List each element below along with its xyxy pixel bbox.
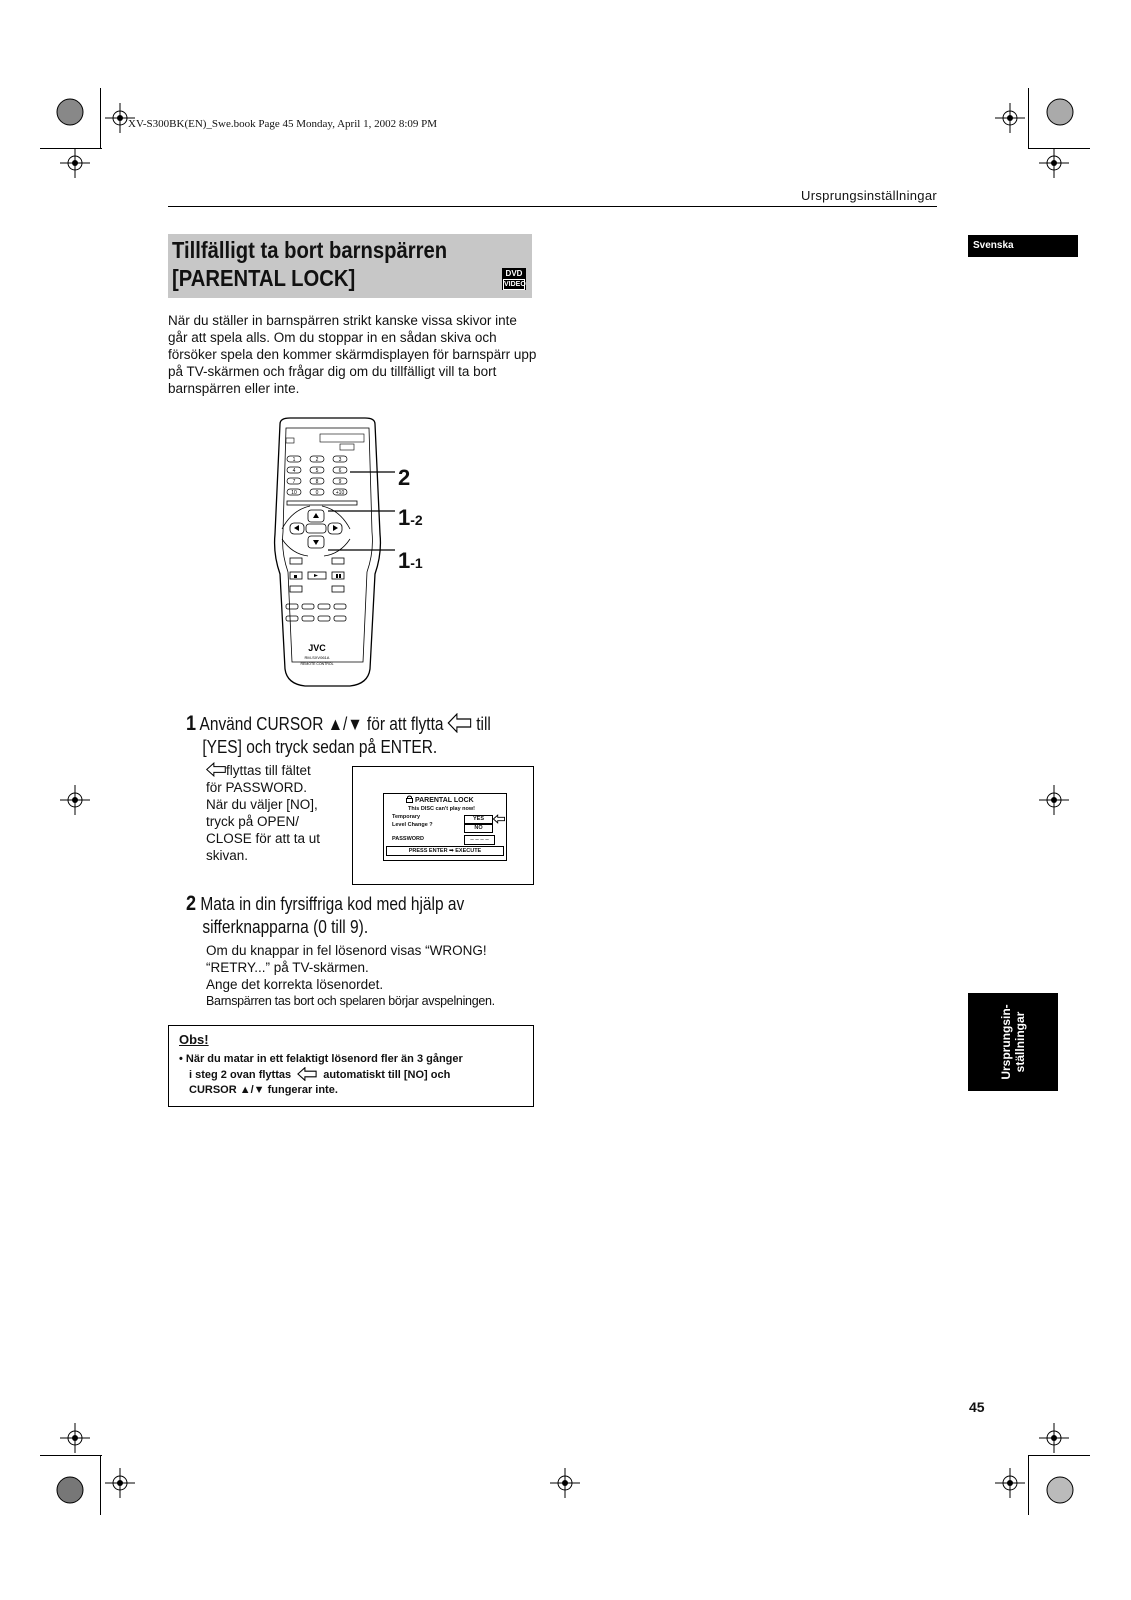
step-1: [186, 712, 540, 759]
pointer-arrow-icon: [297, 1067, 317, 1081]
svg-text:5: 5: [315, 468, 319, 474]
step-1-note-e: CLOSE för att ta ut: [206, 831, 321, 846]
screen-footer: [386, 846, 504, 856]
svg-text:9: 9: [338, 479, 342, 485]
step-1-heading-b: till: [476, 714, 491, 734]
screen-password-label: PASSWORD: [392, 836, 424, 842]
svg-text:2: 2: [315, 457, 319, 463]
title-line-1: Tillfälligt ta bort barnspärren: [172, 237, 448, 263]
callout-1-1-num: 1: [398, 548, 411, 573]
dvd-video-badge: [502, 268, 526, 290]
note-line-2b: automatiskt till [NO] och: [323, 1069, 451, 1081]
svg-text:0: 0: [315, 490, 319, 496]
badge-dvd: DVD: [505, 269, 523, 278]
svg-text:7: 7: [292, 479, 296, 485]
screen-no-option[interactable]: NO: [464, 824, 493, 833]
chapter-side-tab-label: [999, 1004, 1027, 1079]
step-2-body: [206, 942, 536, 1010]
step-2-line-3: Ange det korrekta lösenordet.: [206, 977, 384, 992]
callout-1-2-sub: -2: [410, 512, 423, 528]
note-line-2: [189, 1067, 519, 1083]
screen-password-field[interactable]: [464, 835, 495, 845]
svg-text:10: 10: [291, 490, 297, 496]
screen-label-1: Temporary: [392, 814, 421, 820]
step-2-line-2: “RETRY...” på TV-skärmen.: [206, 960, 369, 975]
step-1-note-d: tryck på OPEN/: [206, 814, 300, 829]
callout-1-2-num: 1: [398, 505, 411, 530]
svg-text:1: 1: [292, 457, 296, 463]
section-header: Ursprungsinställningar: [801, 188, 937, 203]
screen-title-text: PARENTAL LOCK: [414, 797, 474, 804]
header-rule: [168, 206, 937, 207]
svg-text:4: 4: [292, 468, 296, 474]
chapter-side-tab: [968, 993, 1058, 1091]
screen-footer-a: PRESS ENTER: [408, 848, 448, 854]
arrow-right-icon: ➡: [449, 848, 454, 854]
title-line-2: [PARENTAL LOCK]: [172, 265, 356, 291]
callout-2-num: 2: [398, 465, 411, 490]
callout-1-1: [398, 548, 423, 574]
parental-lock-screen: [383, 793, 507, 861]
note-text: [179, 1052, 519, 1098]
screen-label-2: Level Change ?: [392, 822, 433, 828]
note-box: [168, 1025, 534, 1107]
step-1-note-a: flyttas till fältet: [226, 763, 311, 778]
step-1-heading-a: Använd CURSOR ▲/▼ för att flytta: [199, 714, 444, 734]
screen-pointer-arrow-icon: [493, 814, 505, 824]
intro-paragraph: När du ställer in barnspärren strikt kanske vissa skivor inte går att spela alls. Om du stoppar in en sådan skiva och försöker spela den kommer skärmdisplayen för barnspärr upp på TV-skärmen och frågar dig om du tillfälligt vill ta bort barnspärren eller inte.: [168, 313, 537, 396]
pointer-arrow-icon: [206, 762, 226, 777]
screen-footer-b: EXECUTE: [455, 848, 482, 854]
step-1-number: 1: [186, 712, 197, 735]
step-2-number: 2: [186, 892, 197, 915]
svg-text:6: 6: [338, 468, 342, 474]
step-2-line-1: Om du knappar in fel lösenord visas “WRONG!: [206, 943, 487, 958]
step-2-heading: [186, 892, 464, 916]
page-title: [172, 236, 447, 292]
language-tab: Svenska: [968, 235, 1078, 257]
remote-model: RM-SXV061A: [304, 655, 330, 660]
step-2-heading-b: sifferknapparna (0 till 9).: [202, 917, 369, 937]
remote-label: REMOTE CONTROL: [300, 662, 334, 666]
print-header: XV-S300BK(EN)_Swe.book Page 45 Monday, April 1, 2002 8:09 PM: [128, 118, 438, 130]
badge-video: VIDEO: [504, 281, 526, 288]
title-box: [168, 234, 532, 298]
page-number: 45: [969, 1399, 985, 1415]
screen-yes-option[interactable]: YES: [464, 815, 493, 824]
pointer-arrow-icon: [448, 713, 472, 733]
note-line-2a: i steg 2 ovan flyttas: [189, 1069, 292, 1081]
step-1-note: [206, 762, 346, 864]
step-1-heading: [186, 712, 491, 736]
callout-1-1-sub: -1: [410, 555, 423, 571]
svg-text:+10: +10: [335, 490, 345, 496]
step-1-note-f: skivan.: [206, 848, 249, 863]
step-1-note-b: för PASSWORD.: [206, 780, 308, 795]
lock-icon: [406, 795, 413, 803]
screen-password-value: – – – –: [470, 837, 489, 843]
remote-brand: JVC: [308, 643, 326, 653]
svg-text:3: 3: [338, 457, 342, 463]
step-2-line-4: Barnspärren tas bort och spelaren börjar avspelningen.: [206, 994, 495, 1008]
note-line-3: CURSOR ▲/▼ fungerar inte.: [189, 1084, 338, 1096]
step-1-heading-c: [YES] och tryck sedan på ENTER.: [202, 737, 438, 757]
screen-title: [406, 795, 474, 804]
note-line-1: • När du matar in ett felaktigt lösenord fler än 3 gånger: [179, 1053, 463, 1065]
callout-1-2: [398, 505, 423, 531]
step-2: [186, 892, 510, 939]
step-2-heading-a: Mata in din fyrsiffriga kod med hjälp av: [200, 894, 465, 914]
tv-screen-frame: [352, 766, 534, 885]
svg-text:8: 8: [315, 479, 319, 485]
step-1-note-c: När du väljer [NO],: [206, 797, 318, 812]
side-tab-line-2: ställningar: [1013, 1011, 1027, 1073]
screen-message: This DISC can't play now!: [408, 806, 476, 812]
side-tab-line-1: Ursprungsin-: [999, 1004, 1013, 1080]
note-title: Obs!: [179, 1032, 209, 1047]
callout-2: [398, 465, 410, 491]
